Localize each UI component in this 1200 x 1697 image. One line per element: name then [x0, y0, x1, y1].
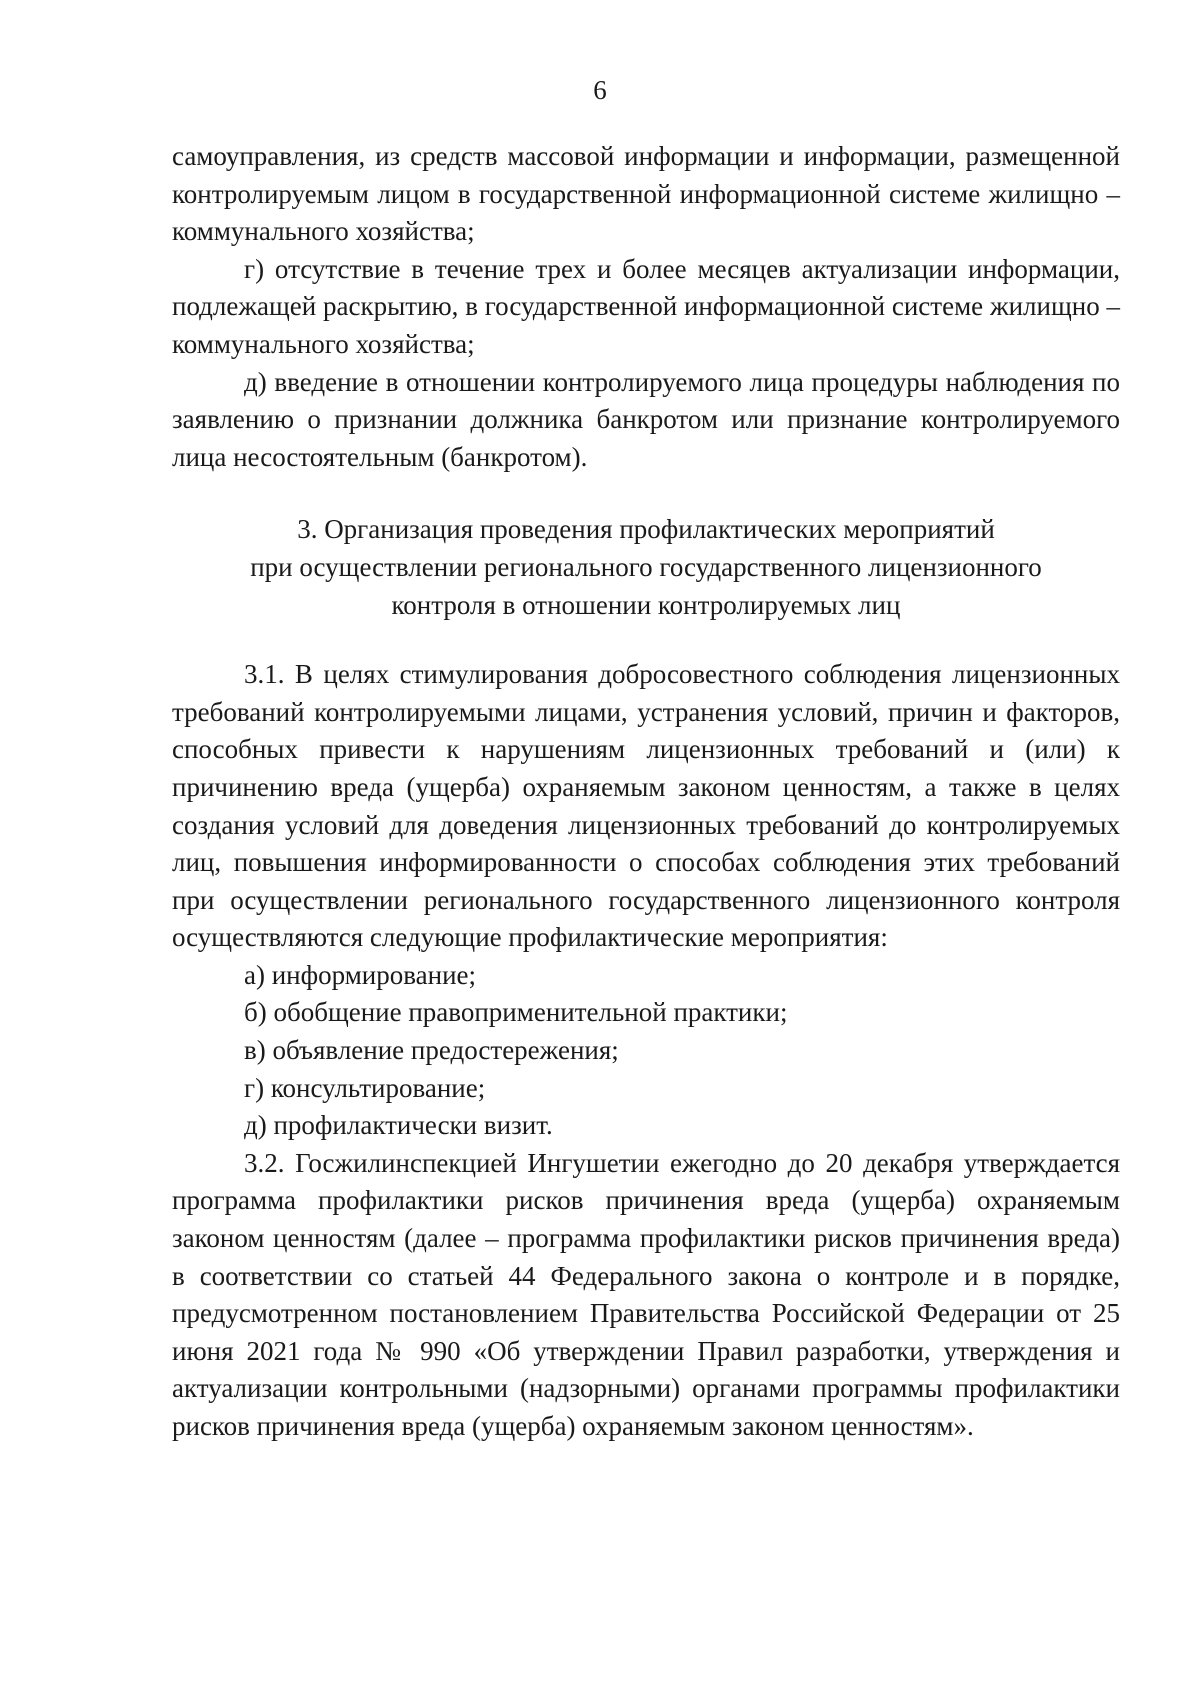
section-heading-line-2: при осуществлении регионального государственного лицензионного	[250, 551, 1042, 582]
document-body	[172, 138, 1120, 1446]
paragraph-3-1: 3.1. В целях стимулирования добросовестного соблюдения лицензионных требований контролируемыми лицами, устранения условий, причин и факторов, способных привести к нарушениям лицензионных требований и (или) к причинению вреда (ущерба) охраняемым законом ценностям, а также в целях создания условий для доведения лицензионных требований до контролируемых лиц, повышения информированности о способах соблюдения этих требований при осуществлении регионального государственного лицензионного контроля осуществляются следующие профилактические мероприятия:	[172, 659, 1120, 953]
page-number: 6	[593, 75, 607, 105]
section-heading-line-3: контроля в отношении контролируемых лиц	[391, 589, 901, 620]
paragraph-continuation: самоуправления, из средств массовой информации и информации, размещенной контролируемым лицом в государственной информационной системе жилищно – коммунального хозяйства;	[172, 141, 1120, 247]
section-heading-line-1: 3. Организация проведения профилактических мероприятий	[297, 514, 995, 545]
section-heading	[172, 511, 1120, 624]
paragraph-item-d: д) введение в отношении контролируемого лица процедуры наблюдения по заявлению о признании должника банкротом или признание контролируемого лица несостоятельным (банкротом).	[172, 366, 1120, 472]
measure-item: г) консультирование;	[244, 1072, 486, 1103]
measure-item: в) объявление предостережения;	[244, 1035, 619, 1066]
measure-item: д) профилактически визит.	[244, 1110, 553, 1141]
measure-item: б) обобщение правоприменительной практики;	[244, 997, 788, 1028]
paragraph-item-g: г) отсутствие в течение трех и более месяцев актуализации информации, подлежащей раскрытию, в государственной информационной системе жилищно – коммунального хозяйства;	[172, 253, 1120, 359]
measure-item: а) информирование;	[244, 959, 477, 990]
paragraph-3-2: 3.2. Госжилинспекцией Ингушетии ежегодно до 20 декабря утверждается программа профилактики рисков причинения вреда (ущерба) охраняемым законом ценностям (далее – программа профилактики рисков причинения вреда) в соответствии со статьей 44 Федерального закона о контроле и в порядке, предусмотренном постановлением Правительства Российской Федерации от 25 июня 2021 года № 990 «Об утверждении Правил разработки, утверждения и актуализации контрольными (надзорными) органами программы профилактики рисков причинения вреда (ущерба) охраняемым законом ценностям».	[172, 1147, 1120, 1441]
